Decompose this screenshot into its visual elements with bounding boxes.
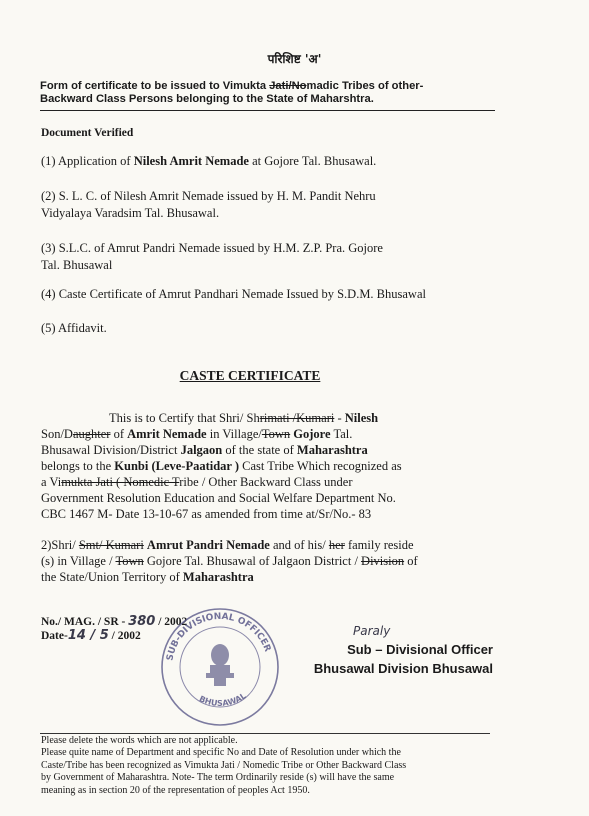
document-item-1: (1) Application of Nilesh Amrit Nemade at Gojore Tal. Bhusawal. — [41, 154, 377, 168]
reference-number: No./ MAG. / SR - 380 / 2002 — [41, 614, 188, 629]
annexure-title: परिशिष्ट 'अ' — [267, 52, 322, 66]
notes-divider — [40, 733, 490, 734]
stamp-bottom-text: BHUSAWAL — [197, 691, 248, 708]
stamp-text: SUB-DIVISIONAL OFFICER — [165, 611, 273, 662]
form-title — [40, 80, 550, 106]
document-item-2: (2) S. L. C. of Nilesh Amrit Nemade issued by H. M. Pandit Nehru Vidyalaya Varadsim Tal. Bhusawal. — [41, 189, 376, 220]
document-item-4: (4) Caste Certificate of Amrut Pandhari Nemade Issued by S.D.M. Bhusawal — [41, 287, 426, 301]
officer-signature: Paraly — [353, 624, 391, 638]
emblem-icon — [206, 644, 234, 686]
document-item-3: (3) S.L.C. of Amrut Pandri Nemade issued by H.M. Z.P. Pra. Gojore Tal. Bhusawal — [41, 241, 383, 272]
certificate-paragraph-1: This is to Certify that Shri/ Shrimati /Kumari - Nilesh Son/Daughter of Amrit Nemade in Village/Town Gojore Tal. Bhusawal Division/District Jalgaon of the state of Maharashtra belongs to the Kunbi (Leve-Paatidar ) Cast Tribe Which recognized as a Vimukta Jati ( Nomedic Tribe / Other Backward Class under Government Resolution Education and Social Welfare Department No. CBC 1467 M- Date 13-10-67 as amended from time at/Sr/No.- 83 — [41, 411, 402, 521]
issue-date: Date-14 / 5 / 2002 — [41, 628, 141, 643]
document-item-5: (5) Affidavit. — [41, 321, 107, 335]
certificate-paragraph-2: 2)Shri/ Smt/ Kumari Amrut Pandri Nemade and of his/ her family reside (s) in Village / Town Gojore Tal. Bhusawal of Jalgaon District / Division of the State/Union Territory of Maharashtra — [41, 538, 418, 584]
title-divider — [40, 110, 495, 111]
caste-certificate-heading: CASTE CERTIFICATE — [179, 368, 321, 383]
officer-designation: Sub – Divisional Officer Bhusawal Division Bhusawal — [313, 642, 493, 676]
form-title-line-1: Form of certificate to be issued to Vimukta Jati/Nomadic Tribes of other- — [40, 80, 424, 92]
official-seal-stamp — [158, 605, 282, 729]
form-title-line-2: Backward Class Persons belonging to the State of Maharshtra. — [40, 93, 374, 105]
footnotes: Please delete the words which are not applicable. Please quite name of Department and specific No and Date of Resolution under which the Caste/Tribe has been recognized as Vimukta Jati / Nomedic Tribe or Other Backward Class by Government of Maharashtra. Note- The term Ordinarily reside (s) will have the same meaning as in section 20 of the representation of peoples Act 1950. — [41, 735, 407, 796]
documents-heading: Document Verified — [41, 127, 134, 139]
svg-text:BHUSAWAL — [198, 691, 248, 708]
